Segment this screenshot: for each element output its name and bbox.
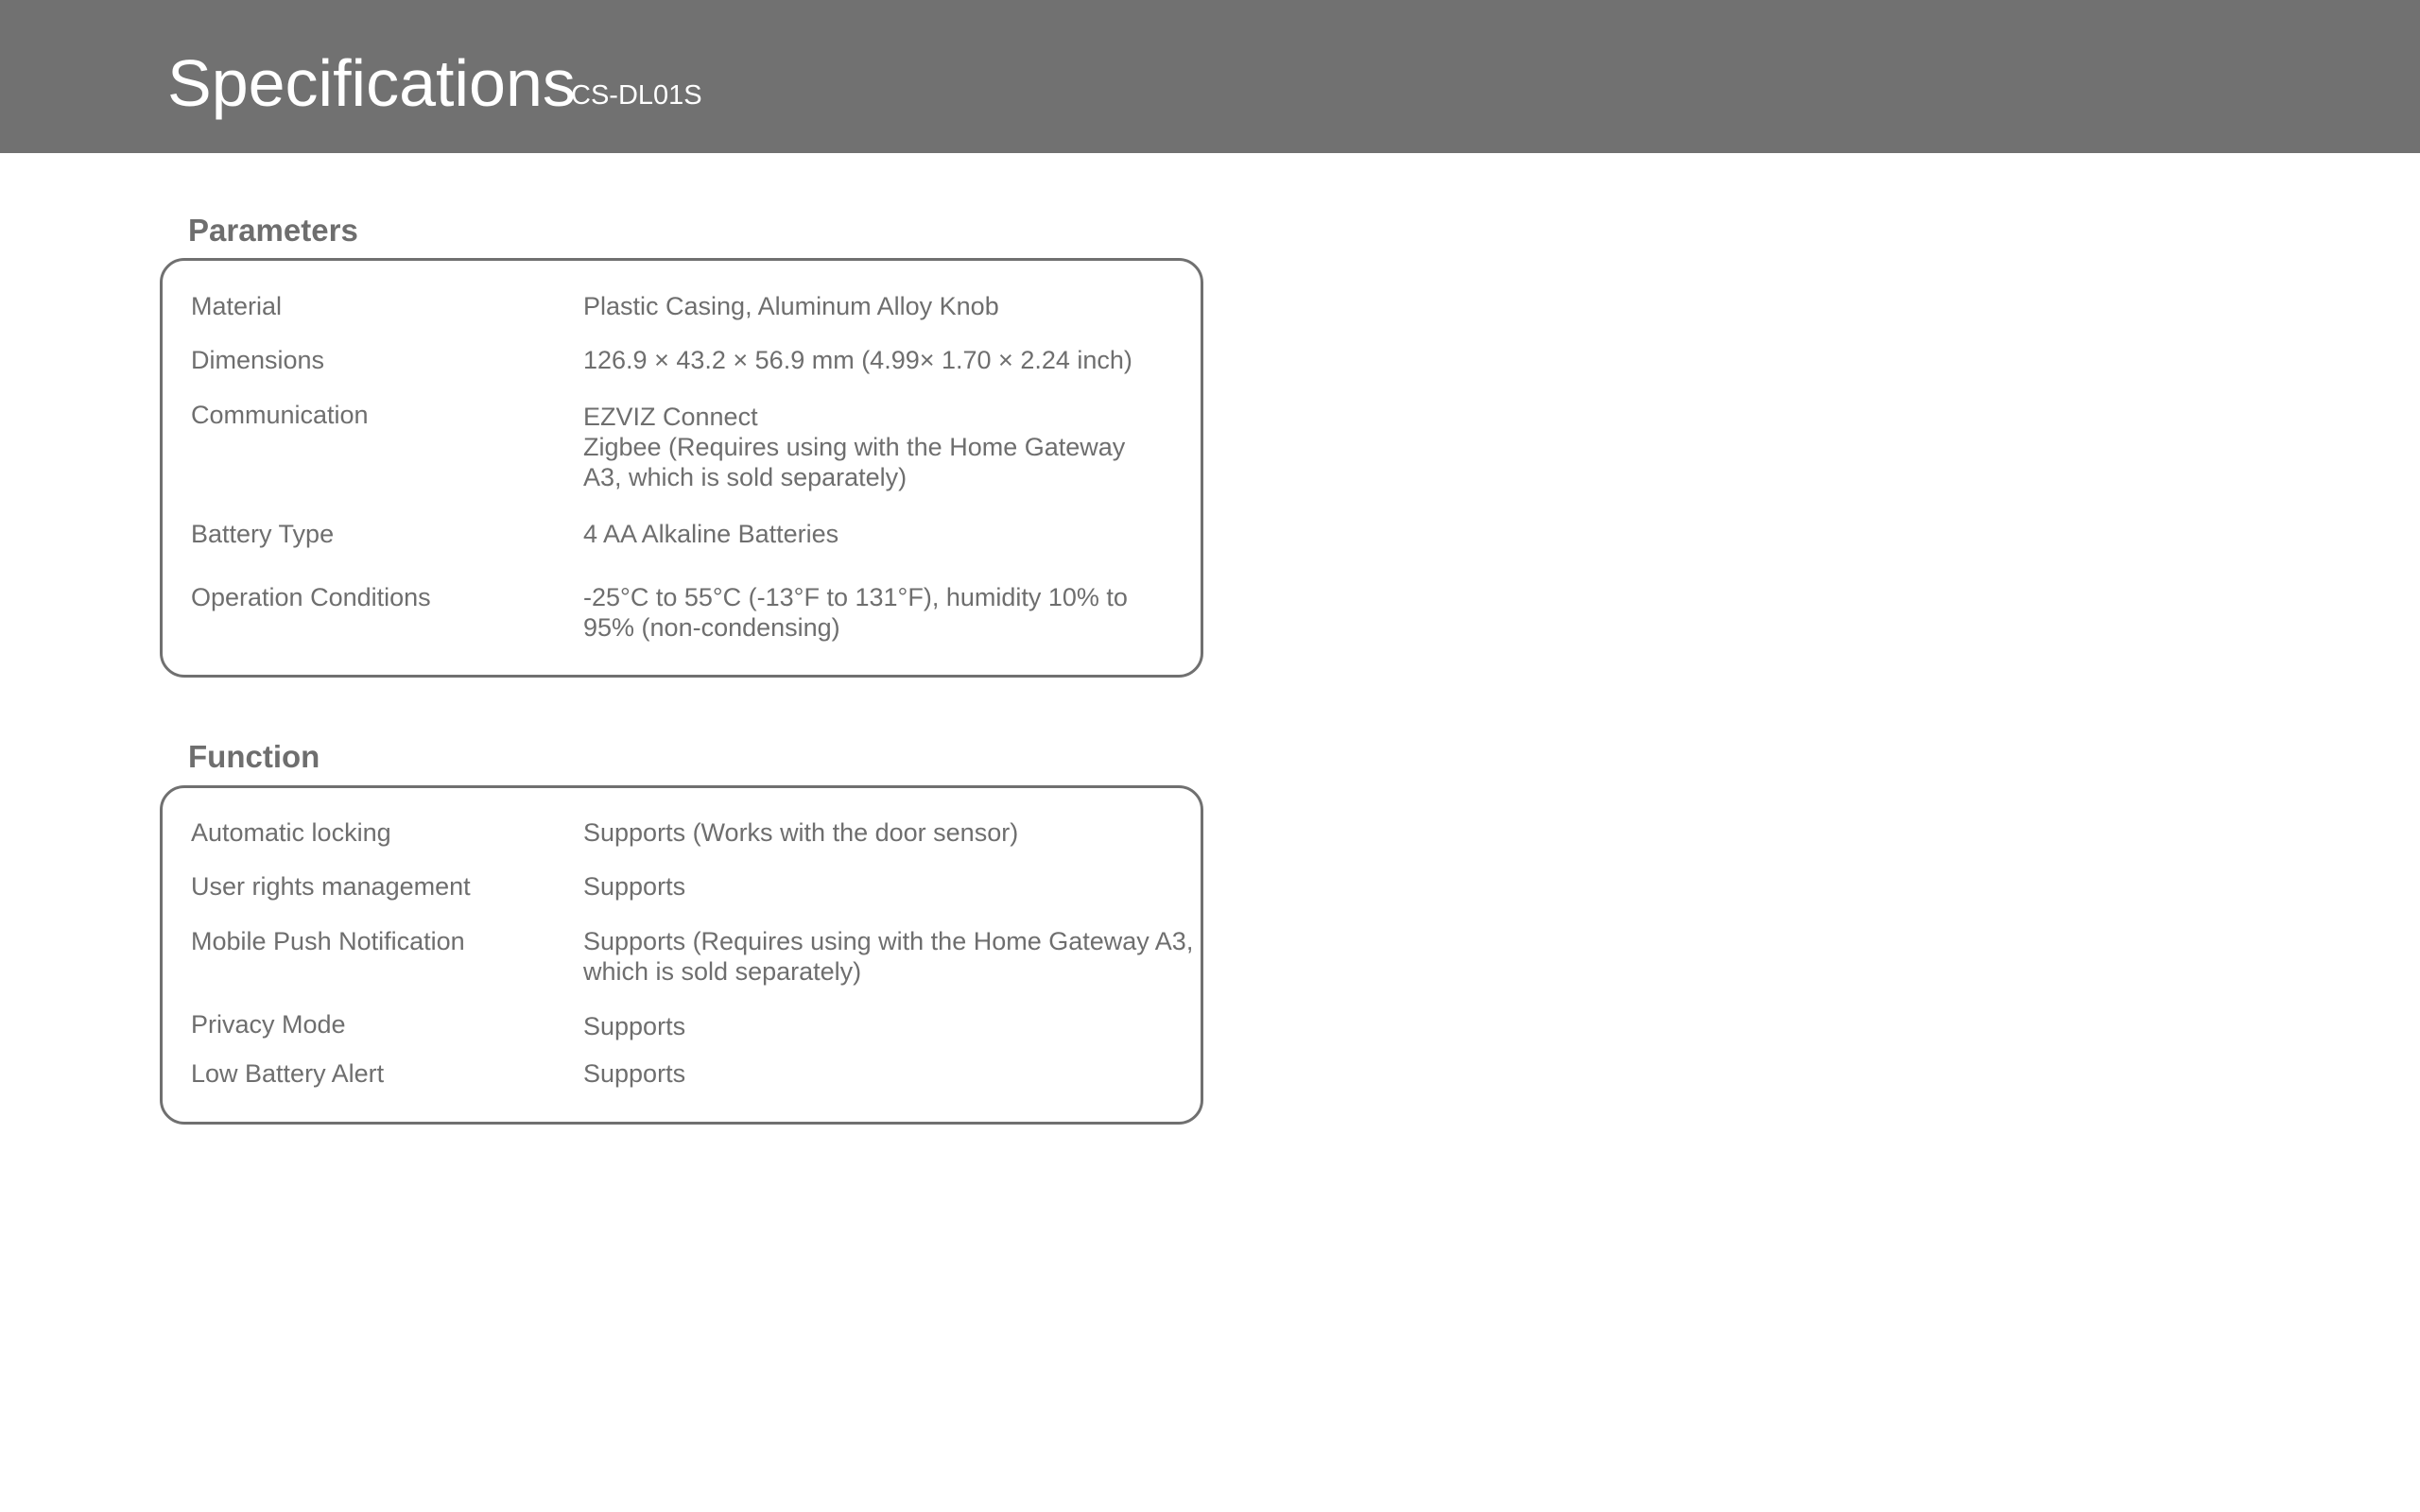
model-number: CS-DL01S xyxy=(571,80,702,111)
value-line: 126.9 × 43.2 × 56.9 mm (4.99× 1.70 × 2.24 inch) xyxy=(583,346,1132,374)
value-line: A3, which is sold separately) xyxy=(583,463,908,491)
param-label-communication: Communication xyxy=(191,401,369,429)
value-line: Supports (Works with the door sensor) xyxy=(583,818,1019,847)
func-value-mobile-push xyxy=(583,926,1198,987)
parameters-box xyxy=(160,258,1203,678)
param-label-operation-conditions: Operation Conditions xyxy=(191,583,431,611)
func-label-privacy-mode: Privacy Mode xyxy=(191,1010,346,1039)
param-value-communication xyxy=(583,402,1198,492)
function-box xyxy=(160,785,1203,1125)
function-heading: Function xyxy=(188,739,320,774)
param-label-dimensions: Dimensions xyxy=(191,346,325,374)
param-value-operation-conditions xyxy=(583,582,1198,643)
value-line: Supports xyxy=(583,1059,686,1088)
param-label-material: Material xyxy=(191,292,283,320)
param-label-battery-type: Battery Type xyxy=(191,520,335,548)
parameters-heading: Parameters xyxy=(188,213,358,248)
value-line: Supports xyxy=(583,872,686,901)
param-value-material xyxy=(583,291,1198,321)
value-line: Zigbee (Requires using with the Home Gateway xyxy=(583,433,1126,461)
func-value-privacy-mode xyxy=(583,1011,1198,1041)
func-value-automatic-locking xyxy=(583,817,1198,848)
param-value-dimensions xyxy=(583,345,1198,375)
func-label-automatic-locking: Automatic locking xyxy=(191,818,391,847)
func-label-low-battery: Low Battery Alert xyxy=(191,1059,385,1088)
page-title: Specifications xyxy=(167,46,576,120)
value-line: Supports xyxy=(583,1012,686,1040)
value-line: Plastic Casing, Aluminum Alloy Knob xyxy=(583,292,999,320)
value-line: EZVIZ Connect xyxy=(583,403,758,431)
func-value-low-battery xyxy=(583,1058,1198,1089)
value-line: 95% (non-condensing) xyxy=(583,613,840,642)
value-line: 4 AA Alkaline Batteries xyxy=(583,520,839,548)
value-line: which is sold separately) xyxy=(583,957,862,986)
func-label-user-rights: User rights management xyxy=(191,872,471,901)
header-bar xyxy=(0,0,2420,153)
value-line: Supports (Requires using with the Home Gateway A3, xyxy=(583,927,1194,955)
func-label-mobile-push: Mobile Push Notification xyxy=(191,927,465,955)
value-line: -25°C to 55°C (-13°F to 131°F), humidity 10% to xyxy=(583,583,1128,611)
param-value-battery-type xyxy=(583,519,1198,549)
func-value-user-rights xyxy=(583,871,1198,902)
